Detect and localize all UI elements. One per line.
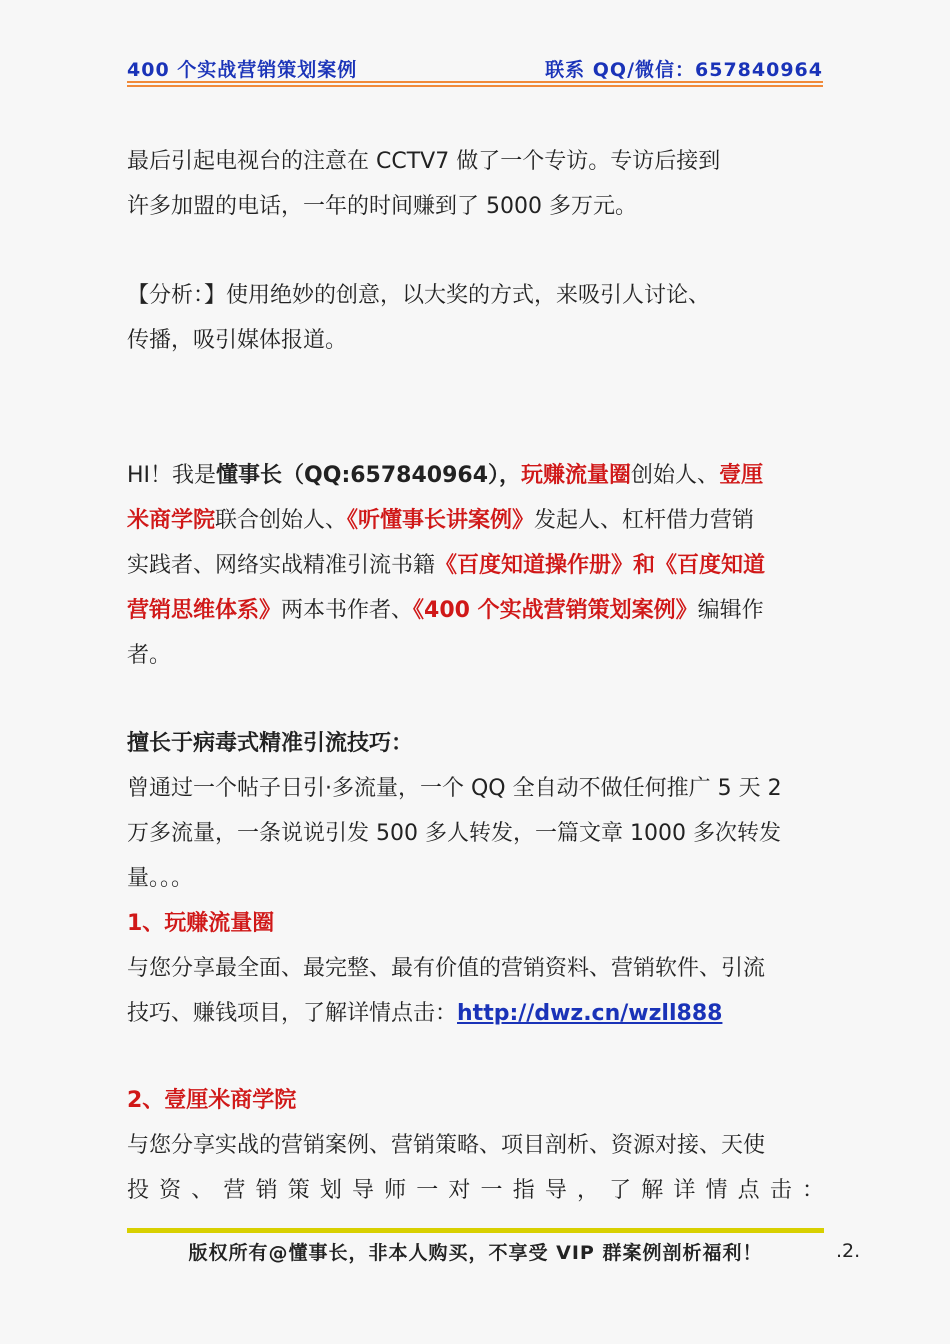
char: 导: [351, 1178, 374, 1203]
bio-line: [127, 498, 824, 543]
item1-line: [127, 991, 824, 1036]
paragraph-line: 【分析：】使用绝妙的创意，以大奖的方式，来吸引人讨论、: [127, 283, 711, 308]
char: 详: [673, 1178, 696, 1203]
footer-copyright: 版权所有@懂事长，非本人购买，不享受 VIP 群案例剖析福利！: [188, 1242, 763, 1264]
item2-line-justified: [127, 1168, 824, 1213]
brand-ylm-part2: 米商学院: [127, 508, 216, 533]
bio-line: [127, 453, 824, 498]
char: 一: [416, 1178, 439, 1203]
bio-text: 者。: [127, 643, 172, 668]
char: 资: [159, 1178, 182, 1203]
brand-ylm-part1: 壹厘: [719, 463, 764, 488]
bio-text: 联合创始人、: [215, 508, 348, 533]
book-title-400: 《400 个实战营销策划案例》: [413, 598, 698, 623]
item1-line-prefix: 技巧、赚钱项目，了解详情点击：: [127, 1001, 458, 1026]
paragraph-line: 传播，吸引媒体报道。: [127, 328, 348, 353]
char: 一: [480, 1178, 503, 1203]
page-number: .2.: [836, 1240, 861, 1262]
skills-line: 万多流量，一条说说引发 500 多人转发，一篇文章 1000 多次转发: [127, 821, 781, 846]
item2-title: 2、壹厘米商学院: [127, 1088, 297, 1113]
paragraph-analysis: [127, 273, 824, 363]
item1-line: 与您分享最全面、最完整、最有价值的营销资料、营销软件、引流: [127, 956, 766, 981]
brand-wzllq: 玩赚流量圈: [521, 463, 632, 488]
header-divider-bottom: [127, 85, 823, 87]
char: 师: [384, 1178, 407, 1203]
book-titles-part1: 《百度知道操作册》和《百度知道: [435, 553, 766, 578]
bio-text: 两本书作者、: [281, 598, 414, 623]
skills-section: [127, 721, 824, 1036]
paragraph-cctv: [127, 139, 824, 229]
book-titles-part2: 营销思维体系》: [127, 598, 282, 623]
bio-line: [127, 543, 824, 588]
char: 解: [641, 1178, 664, 1203]
bio-text: 创始人、: [631, 463, 720, 488]
author-bio: [127, 453, 824, 678]
bio-text: 实践者、网络实战精准引流书籍: [127, 553, 436, 578]
char: 对: [448, 1178, 471, 1203]
header-title: 400 个实战营销策划案例: [127, 59, 358, 81]
char: ，: [576, 1178, 599, 1203]
page-header: [127, 52, 823, 88]
item2-section: [127, 1078, 824, 1213]
bio-line: [127, 588, 824, 633]
char: 营: [223, 1178, 246, 1203]
brand-tdszjal: 《听懂事长讲案例》: [347, 508, 535, 533]
char: 、: [191, 1178, 214, 1203]
bio-text: 发起人、杠杆借力营销: [534, 508, 755, 533]
bio-line: [127, 633, 824, 678]
char: ：: [801, 1178, 824, 1203]
bio-text: HI！我是: [127, 463, 217, 488]
item1-title: 1、玩赚流量圈: [127, 911, 275, 936]
char: 击: [769, 1178, 792, 1203]
header-contact: 联系 QQ/微信：657840964: [545, 59, 823, 81]
author-name: 懂事长（QQ:657840964），: [216, 463, 522, 488]
char: 策: [287, 1178, 310, 1203]
char: 点: [737, 1178, 760, 1203]
skills-line: 量。。。: [127, 866, 194, 891]
char: 划: [319, 1178, 342, 1203]
char: 导: [544, 1178, 567, 1203]
char: 投: [127, 1178, 150, 1203]
footer-divider: [127, 1228, 824, 1233]
skills-line: 曾通过一个帖子日引·多流量，一个 QQ 全自动不做任何推广 5 天 2: [127, 776, 782, 801]
wzllq-link[interactable]: http://dwz.cn/wzll888: [457, 1001, 723, 1026]
char: 了: [609, 1178, 632, 1203]
bio-text: 编辑作: [697, 598, 764, 623]
paragraph-line: 许多加盟的电话，一年的时间赚到了 5000 多万元。: [127, 194, 637, 219]
char: 销: [255, 1178, 278, 1203]
paragraph-line: 最后引起电视台的注意在 CCTV7 做了一个专访。专访后接到: [127, 149, 721, 174]
char: 情: [705, 1178, 728, 1203]
header-divider-top: [127, 81, 823, 83]
char: 指: [512, 1178, 535, 1203]
item2-line: 与您分享实战的营销案例、营销策略、项目剖析、资源对接、天使: [127, 1133, 766, 1158]
skills-title: 擅长于病毒式精准引流技巧：: [127, 731, 414, 756]
